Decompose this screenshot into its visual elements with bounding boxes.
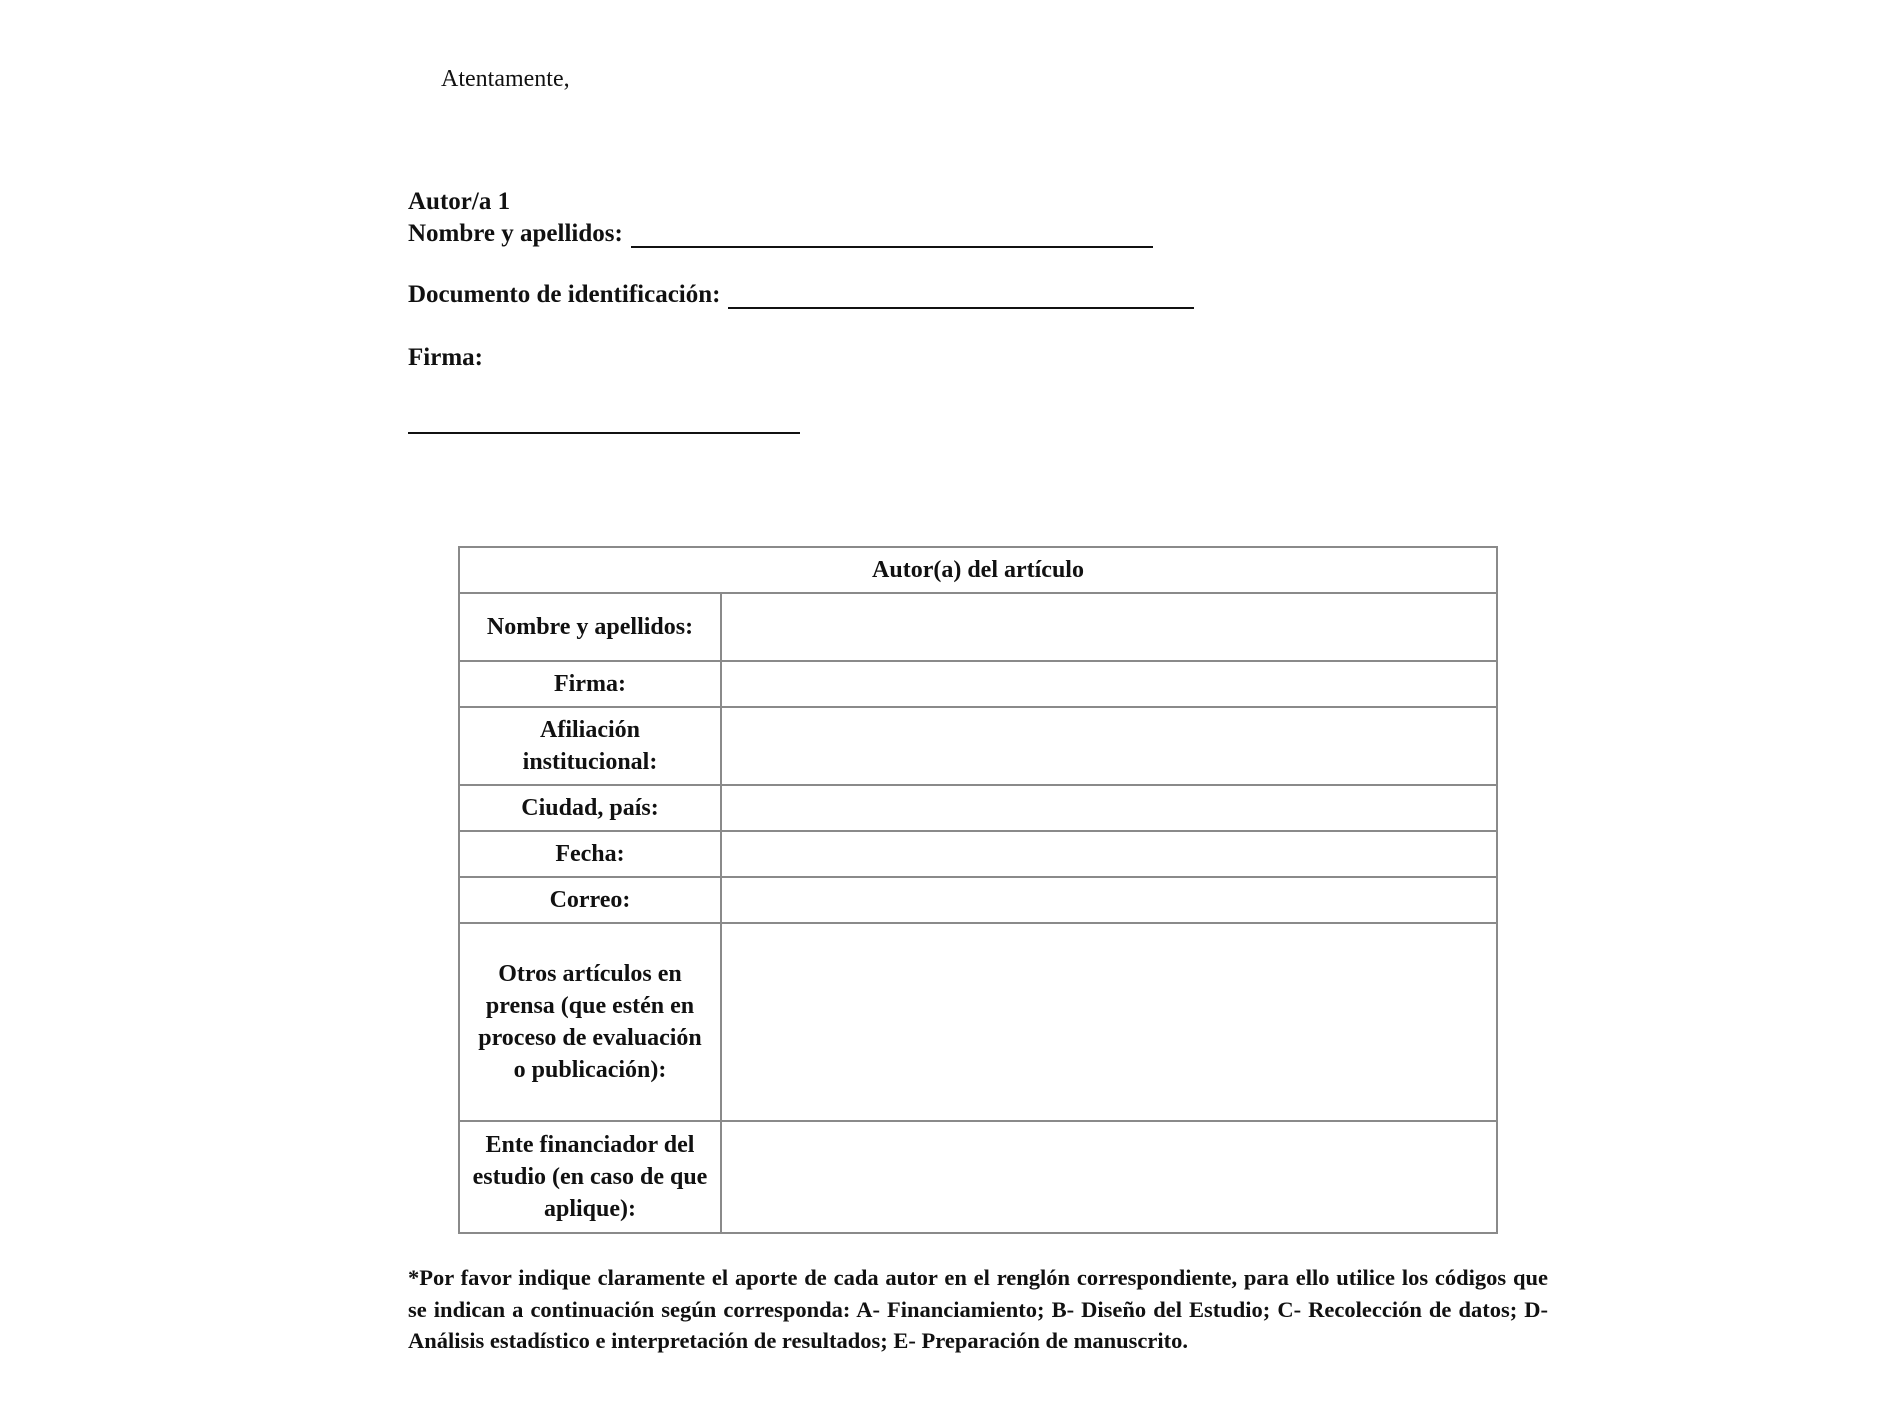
author-id-label: Documento de identificación:: [408, 281, 721, 308]
author-name-label: Nombre y apellidos:: [408, 220, 623, 247]
row-value-signature[interactable]: [721, 661, 1497, 707]
author-title: Autor/a 1: [408, 188, 511, 215]
row-value-name[interactable]: [721, 593, 1497, 661]
author-name-field: [408, 220, 1153, 248]
row-label-funder: Ente financiador del estudio (en caso de que aplique):: [459, 1121, 721, 1233]
author-name-blank-line[interactable]: [631, 220, 1153, 248]
row-value-city-country[interactable]: [721, 785, 1497, 831]
table-row: [459, 1121, 1497, 1233]
author-info-table: [458, 546, 1498, 1234]
table-header: Autor(a) del artículo: [459, 547, 1497, 593]
row-label-signature: Firma:: [459, 661, 721, 707]
row-label-name: Nombre y apellidos:: [459, 593, 721, 661]
author-signature-label: Firma:: [408, 344, 483, 371]
table-row: [459, 923, 1497, 1121]
row-label-date: Fecha:: [459, 831, 721, 877]
signature-blank-line[interactable]: [408, 432, 800, 434]
row-label-city-country: Ciudad, país:: [459, 785, 721, 831]
table-row: [459, 661, 1497, 707]
table-row: [459, 831, 1497, 877]
row-value-email[interactable]: [721, 877, 1497, 923]
row-label-other-articles: Otros artículos en prensa (que estén en proceso de evaluación o publicación):: [459, 923, 721, 1121]
row-value-affiliation[interactable]: [721, 707, 1497, 785]
author-id-field: [408, 281, 1194, 309]
author-id-blank-line[interactable]: [728, 281, 1194, 309]
row-value-other-articles[interactable]: [721, 923, 1497, 1121]
row-label-affiliation: Afiliación institucional:: [459, 707, 721, 785]
table-row: [459, 593, 1497, 661]
closing-text: Atentamente,: [441, 66, 570, 92]
row-value-date[interactable]: [721, 831, 1497, 877]
row-label-email: Correo:: [459, 877, 721, 923]
table-row: [459, 785, 1497, 831]
row-value-funder[interactable]: [721, 1121, 1497, 1233]
contribution-footnote: *Por favor indique claramente el aporte de cada autor en el renglón correspondiente, para ello utilice los códigos que se indican a continuación según corresponda: A- Financiamiento; B- Diseño del Estudio; C- Recolección de datos; D- Análisis estadístico e interpretación de resultados; E- Preparación de manuscrito.: [408, 1265, 1548, 1353]
table-row: [459, 707, 1497, 785]
table-header-row: [459, 547, 1497, 593]
table-row: [459, 877, 1497, 923]
